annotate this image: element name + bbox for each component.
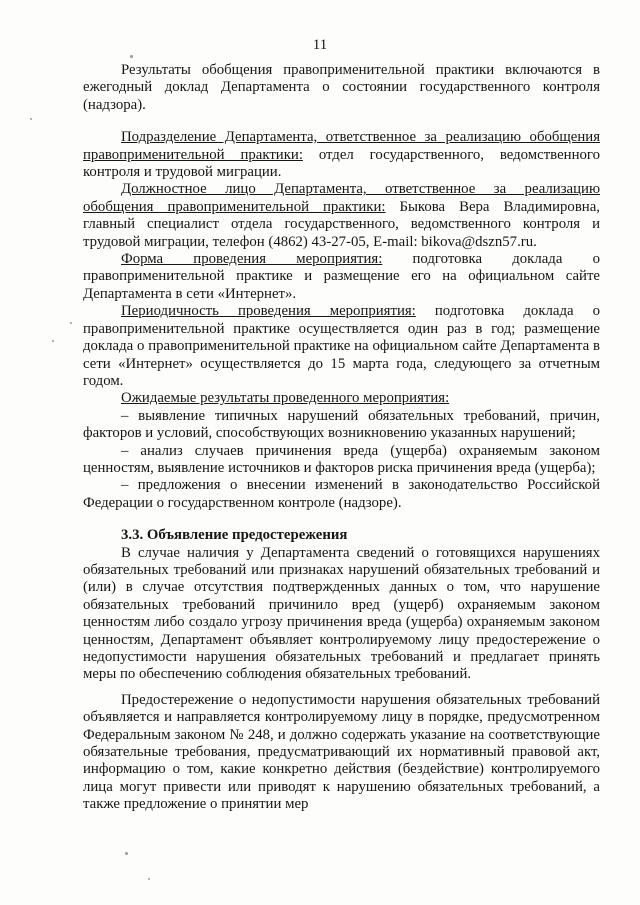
responsible-unit-text: отдел государственного, ведомственного контроля и трудовой миграции.: [83, 146, 600, 181]
paragraph-responsible-official: [83, 181, 600, 251]
paragraph-responsible-unit: [83, 129, 600, 181]
page-number: 11: [312, 37, 328, 53]
responsible-official-text: Быкова Вера Владимировна, главный специалист отдела государственного, ведомственного контроля и трудовой миграции, телефон (4862) 43-27-05, E-mail: bikova@dszn57.ru.: [83, 198, 600, 250]
event-periodicity-label: Периодичность проведения мероприятия:: [121, 303, 416, 320]
section-heading: 3.3. Объявление предостережения: [121, 527, 348, 544]
responsible-official-label: Должностное лицо Департамента, ответственное за реализацию обобщения правоприменительной практики:: [83, 181, 600, 215]
scan-speck: [130, 55, 133, 58]
event-form-text: подготовка доклада о правоприменительной практике и размещение его на официальном сайте Департамента в сети «Интернет».: [83, 251, 601, 302]
paragraph-warning-conditions: В случае наличия у Департамента сведений о готовящихся нарушениях обязательных требований или признаках нарушений обязательных требований и (или) в случае отсутствия подтвержденных данных о том, что нарушение обязательных требований причинило вред (ущерб) охраняемым законом ценностям либо создало угрозу причинения вреда (ущерба) охраняемым законом ценностям, Департамент объявляет контролируемому лицу предостережение о недопустимости нарушения обязательных требований и предлагает принять меры по обеспечению соблюдения обязательных требований.: [83, 544, 600, 683]
scan-speck: [52, 340, 54, 342]
event-form-label: Форма проведения мероприятия:: [121, 251, 383, 268]
paragraph-event-form: [83, 251, 600, 303]
scan-speck: [70, 322, 72, 324]
scan-speck: [148, 878, 150, 880]
list-item-harm-analysis: – анализ случаев причинения вреда (ущерба) охраняемым законом ценностям, выявление источников и факторов риска причинения вреда (ущерба);: [83, 442, 600, 476]
event-periodicity-text: подготовка доклада о правоприменительной практике осуществляется один раз в год; размещение доклада о правоприменительной практике на официальном сайте Департамента в сети «Интернет» осуществляется до 15 марта года, следующего за отчетным годом.: [83, 303, 600, 389]
expected-results-label: Ожидаемые результаты проведенного мероприятия:: [121, 390, 450, 407]
list-item-legislation-proposals: – предложения о внесении изменений в законодательство Российской Федерации о государственном контроле (надзоре).: [83, 477, 600, 511]
paragraph-results-inclusion: Результаты обобщения правоприменительной практики включаются в ежегодный доклад Департамента о состоянии государственного контроля (надзора).: [83, 62, 600, 113]
paragraph-expected-results: [83, 390, 600, 407]
paragraph-warning-procedure: Предостережение о недопустимости нарушения обязательных требований объявляется и направляется контролируемому лицу в порядке, предусмотренном Федеральным законом № 248, и должно содержать указание на соответствующие обязательные требования, предусматривающий их нормативный правовой акт, информацию о том, какие конкретно действия (бездействие) контролируемого лица могут привести или приводят к нарушению обязательных требований, а также предложение о принятии мер: [83, 691, 600, 813]
scan-speck: [125, 852, 128, 855]
responsible-unit-label: Подразделение Департамента, ответственное за реализацию обобщения правоприменительной практики:: [83, 129, 600, 163]
list-item-violations: – выявление типичных нарушений обязательных требований, причин, факторов и условий, способствующих возникновению указанных нарушений;: [83, 407, 600, 442]
scan-speck: [30, 118, 32, 120]
paragraph-event-periodicity: [83, 303, 600, 390]
document-body: [83, 62, 600, 814]
